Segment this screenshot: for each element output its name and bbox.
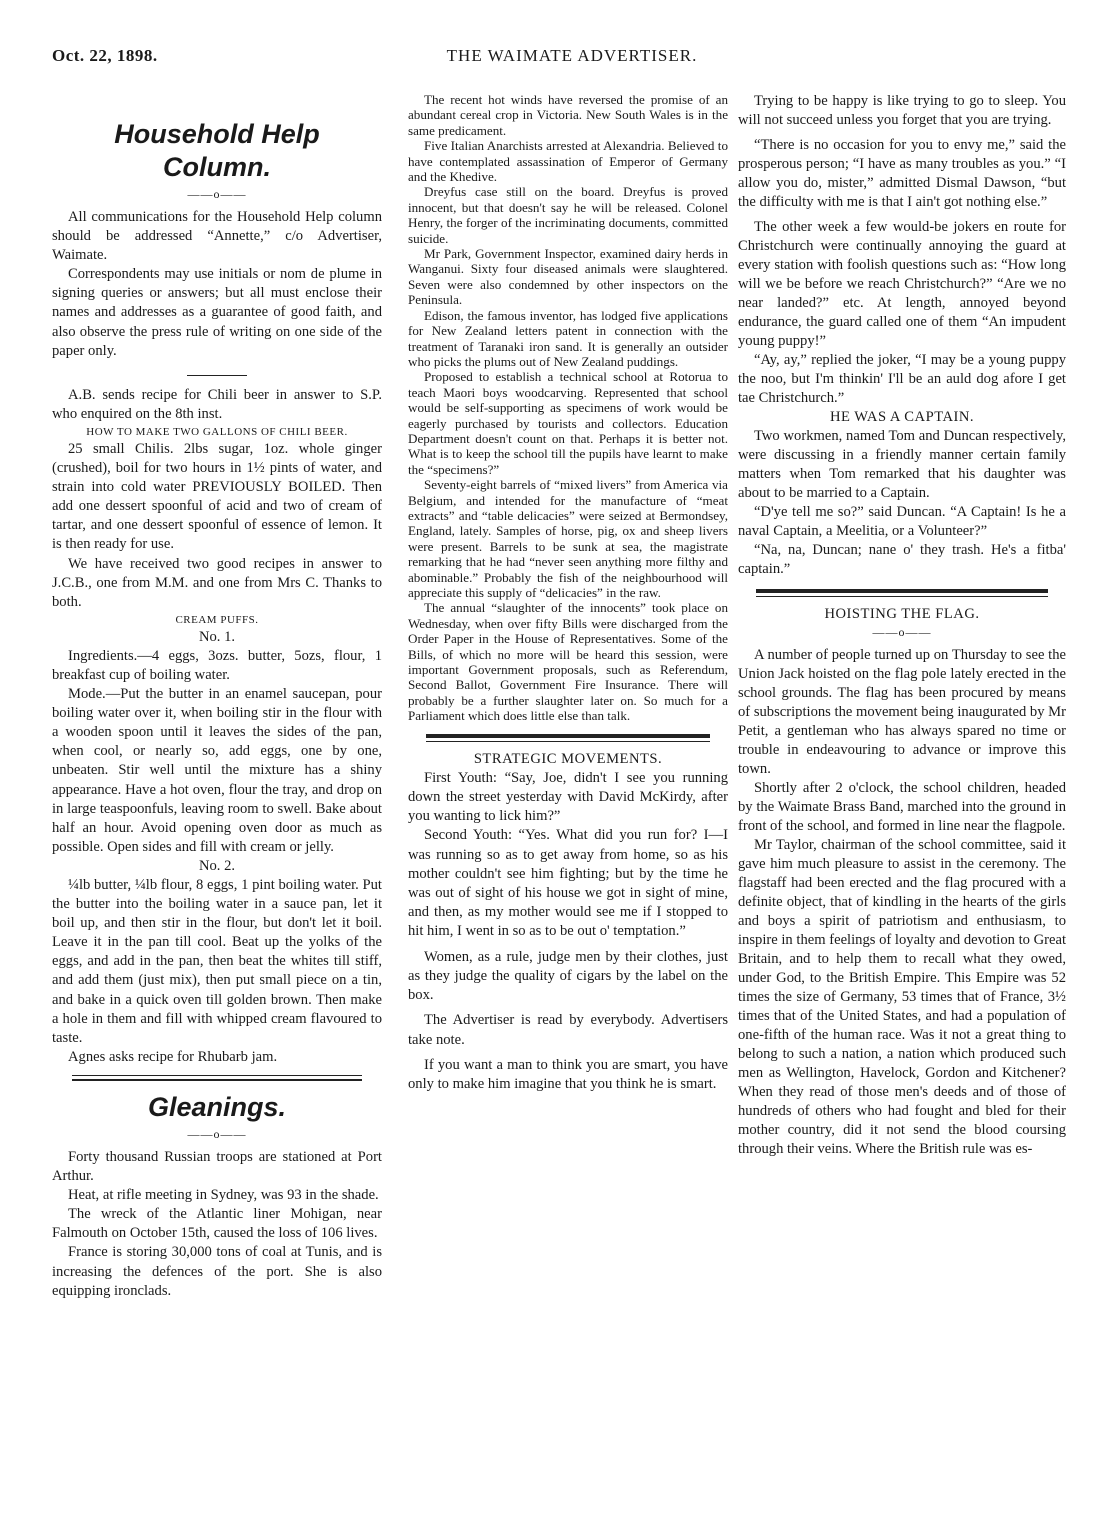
- household-heading-line2: Column.: [163, 152, 271, 182]
- strategic-paragraph: Women, as a rule, judge men by their clothes, just as they judge the quality of cigars by the label on the box.: [408, 948, 728, 1004]
- recipe-number: No. 2.: [198, 857, 236, 874]
- section-rule: [756, 596, 1048, 597]
- gleanings-item: Proposed to establish a technical school at Rotorua to teach Maori boys woodcarving. Represented that school would be self-supporting as specimens of work would be eagerly purchased by tourists and collectors. Education Department doesn't count on that. Perhaps it is better not. What is to keep the school till the pupils have learnt to make the “specimens?”: [408, 369, 728, 477]
- household-divider: ——o——: [187, 187, 247, 201]
- masthead: [52, 42, 1092, 68]
- column3-paragraph: Trying to be happy is like trying to go to sleep. You will not succeed unless you forget that you are trying.: [738, 93, 1066, 128]
- gleanings-item: Five Italian Anarchists arrested at Alexandria. Believed to have contemplated assassination of Emperor of Germany and the Khedive.: [408, 138, 728, 185]
- gleanings-item: The annual “slaughter of the innocents” took place on Wednesday, when over fifty Bills were discharged from the Order Paper in the House of Representatives. Some of the Bills, of which no more will be heard this session, were important Government proposals, such as Referendum, Second Ballot, Government Fire Insurance. There will probably be a further slaughter later on. So much for a Parliament which does little else than talk.: [408, 600, 728, 724]
- issue-date: Oct. 22, 1898.: [52, 46, 158, 65]
- gleanings-divider: ——o——: [187, 1126, 247, 1141]
- gleanings-item: Dreyfus case still on the board. Dreyfus is proved innocent, but that doesn't say he will be released. Colonel Henry, the forger of the incriminating documents, committed suicide.: [408, 184, 728, 246]
- gleanings-item: The recent hot winds have reversed the promise of an abundant cereal crop in Victoria. New South Wales is in the same predicament.: [408, 92, 728, 138]
- gleanings-item: The wreck of the Atlantic liner Mohigan, near Falmouth on October 15th, caused the loss of 106 lives.: [52, 1206, 382, 1242]
- household-paragraph: We have received two good recipes in answer to J.C.B., one from M.M. and one from Mrs C. Thanks to both.: [52, 555, 382, 610]
- column3-paragraph: A number of people turned up on Thursday to see the Union Jack hoisted on the flag pole lately erected in the school grounds. The flag has been procured by means of subscriptions the movement being inaugurated by Mr Petit, a gentleman who has always spared no time or trouble in endeavouring to advance or improve this town.: [738, 647, 1066, 777]
- household-paragraph: 25 small Chilis. 2lbs sugar, 1oz. whole ginger (crushed), boil for two hours in 1½ pints of water, and strain into cold water PREVIOUSLY BOILED. Then add one dessert spoonful of acid and two of cream of tartar, and one dessert spoonful of essence of lemon. It is then ready for use.: [52, 440, 382, 553]
- chili-recipe-heading: HOW TO MAKE TWO GALLONS OF CHILI BEER.: [86, 425, 348, 438]
- column-2: [408, 92, 728, 1512]
- gleanings-item: Mr Park, Government Inspector, examined dairy herds in Wanganui. Sixty four diseased animals were slaughtered. Seven were also condemned by other inspectors on the Peninsula.: [408, 246, 728, 308]
- section-rule: [756, 589, 1048, 593]
- section-rule: [72, 1075, 362, 1081]
- section-rule: [426, 734, 710, 738]
- column3-paragraph: The other week a few would-be jokers en route for Christchurch were continually annoying the guard at every station with foolish questions such as: “How long will we be before we reach Christchurch?” “Are we no near landed?” etc. At length, annoyed beyond endurance, the guard called one of them “An impudent young puppy!”: [738, 219, 1066, 349]
- column-3: [738, 92, 1066, 1512]
- section-rule: [426, 741, 710, 742]
- column3-paragraph: “D'ye tell me so?” said Duncan. “A Captain! Is he a naval Captain, a Meelitia, or a Volunteer?”: [738, 504, 1066, 539]
- household-paragraph: All communications for the Household Help column should be addressed “Annette,” c/o Advertiser, Waimate.: [52, 209, 382, 264]
- strategic-paragraph: If you want a man to think you are smart, you have only to make him imagine that you think he is smart.: [408, 1056, 728, 1092]
- household-paragraph: Correspondents may use initials or nom de plume in signing queries or answers; but all must enclose their names and addresses as a guarantee of good faith, and also observe the press rule of writing on one side of the paper only.: [52, 266, 382, 359]
- cream-puffs-heading: CREAM PUFFS.: [175, 613, 259, 626]
- captain-heading: HE WAS A CAPTAIN.: [829, 409, 975, 425]
- strategic-paragraph: Second Youth: “Yes. What did you run for? I—I was running so as to get away from home, so as his mother couldn't see him fighting; but by the time he was out of sight of his house we got in sight of mine, and then, as my mother would see me if I stopped to hit him, I went in so as to be out o' temptation.”: [408, 827, 728, 940]
- section-rule: [187, 375, 247, 376]
- column-1: [52, 92, 382, 1512]
- gleanings-heading: Gleanings.: [147, 1091, 287, 1122]
- strategic-heading: STRATEGIC MOVEMENTS.: [473, 750, 663, 767]
- strategic-paragraph: First Youth: “Say, Joe, didn't I see you running down the street yesterday with David McKirdy, after you wanting to lick him?”: [408, 769, 728, 825]
- flag-heading: HOISTING THE FLAG.: [824, 606, 980, 622]
- household-paragraph: Agnes asks recipe for Rhubarb jam.: [68, 1048, 278, 1065]
- flag-divider: ——o——: [872, 625, 932, 639]
- gleanings-item: Heat, at rifle meeting in Sydney, was 93 in the shade.: [68, 1187, 379, 1204]
- gleanings-item: Forty thousand Russian troops are stationed at Port Arthur.: [52, 1148, 382, 1185]
- household-heading-line1: Household Help: [114, 119, 320, 149]
- household-paragraph: Mode.—Put the butter in an enamel saucepan, pour boiling water over it, when boiling stir in the flour with a wooden spoon until it leaves the sides of the pan, when cool, or nearly so, add eggs, one by one, unbeaten. Stir well until the mixture has a shiny appearance. Have a hot oven, flour the tray, and drop on in large teaspoonfuls, leaving room to swell. Bake about half an hour. Avoid opening oven door as much as possible. Open sides and fill with cream or jelly.: [52, 686, 382, 855]
- gleanings-item: Seventy-eight barrels of “mixed livers” from America via Belgium, and intended for the manufacture of “meat extracts” and “table delicacies” were seized at Bermondsey, England, lately. Samples of horse, pig, ox and sheep livers were present. Barrels to be sunk at sea, the magistrate remarking that he had “never seen anything more filthy and abominable.” Probably the fish of the neighbourhood will appreciate this supply of “delicacies” in the raw.: [408, 477, 728, 600]
- column3-paragraph: “Ay, ay,” replied the joker, “I may be a young puppy the noo, but I'm thinkin' I'll be an auld dog afore I get tae Christchurch.”: [738, 352, 1066, 406]
- column3-paragraph: Two workmen, named Tom and Duncan respectively, were discussing in a friendly manner certain family matters when Tom remarked that his daughter was about to be married to a Captain.: [738, 428, 1066, 501]
- column3-paragraph: “Na, na, Duncan; nane o' they trash. He's a fitba' captain.”: [738, 542, 1066, 577]
- recipe-number: No. 1.: [198, 628, 236, 645]
- column3-paragraph: “There is no occasion for you to envy me,” said the prosperous person; “I have as many troubles as you.” “I allow you do, mister,” admitted Dismal Dawson, “but the difficulty with me is that I ain't got nothing else.”: [738, 137, 1066, 210]
- gleanings-item: France is storing 30,000 tons of coal at Tunis, and is increasing the defences of the port. She is also equipping ironclads.: [52, 1244, 382, 1299]
- column3-paragraph: Shortly after 2 o'clock, the school children, headed by the Waimate Brass Band, marched into the ground in front of the school, and formed in line near the flagpole.: [738, 780, 1066, 834]
- household-paragraph: ¼lb butter, ¼lb flour, 8 eggs, 1 pint boiling water. Put the butter into the boiling water in a sauce pan, let it boil up, and then stir in the flour, but don't let it boil. Leave it in the pan till cool. Beat up the yolks of the eggs, and add in the pan, then beat the whites till stiff, and add them (just mix), then put small piece on a tin, and bake in a quick oven till golden brown. Then make a hole in them and fill with whipped cream flavoured to taste.: [52, 877, 382, 1046]
- household-paragraph: A.B. sends recipe for Chili beer in answer to S.P. who enquired on the 8th inst.: [52, 386, 382, 422]
- newspaper-title: THE WAIMATE ADVERTISER.: [446, 46, 698, 65]
- column3-paragraph: Mr Taylor, chairman of the school committee, said it gave him much pleasure to assist in the ceremony. The flagstaff had been erected and the flag procured with a definite object, that of kindling in the hearts of the girls and boys a spirit of patriotism and enthusiasm, to inspire in them feelings of loyalty and devotion to Great Britain, and to help them to recall what they owed, under God, to the British Empire. This Empire was 52 times the size of Germany, 53 times that of France, 3½ times that of the United States, and had a population of one-fifth of the human race. Was it not a great thing to belong to such a nation, a nation which produced such men as Wellington, Havelock, Gordon and Kitchener? When they read of those men's deeds and of those of hundreds of others who had fought and bled for their mother country, did it not send the blood coursing through their veins. Where the British rule was es-: [738, 837, 1066, 1157]
- household-paragraph: Ingredients.—4 eggs, 3ozs. butter, 5ozs, flour, 1 breakfast cup of boiling water.: [52, 647, 382, 683]
- strategic-paragraph: The Advertiser is read by everybody. Advertisers take note.: [408, 1012, 728, 1048]
- gleanings-item: Edison, the famous inventor, has lodged five applications for New Zealand letters patent in connection with the treatment of Taranaki iron sand. It is generally an outsider who picks the plums out of New Zealand puddings.: [408, 307, 728, 369]
